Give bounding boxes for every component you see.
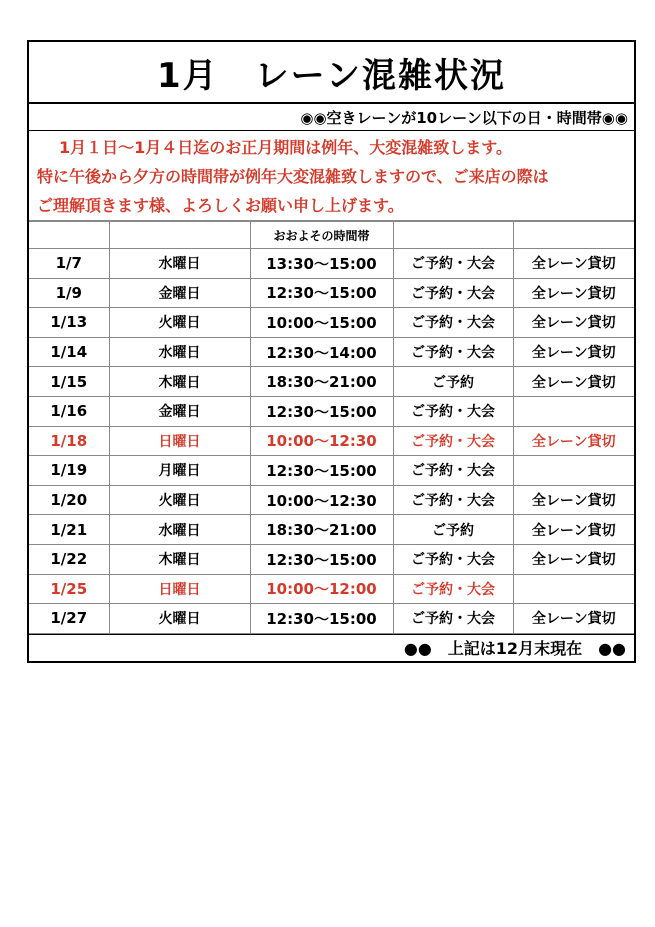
cell-date: 1/7 <box>29 249 109 279</box>
cell-type: ご予約・大会 <box>393 426 513 456</box>
cell-note: 全レーン貸切 <box>513 515 634 545</box>
cell-day: 火曜日 <box>109 485 250 515</box>
notice-line: 特に午後から夕方の時間帯が例年大変混雑致しますので、ご来店の際は <box>37 167 549 186</box>
cell-type: ご予約・大会 <box>393 249 513 279</box>
cell-time: 12:30～15:00 <box>250 544 393 574</box>
cell-time: 12:30～15:00 <box>250 604 393 634</box>
cell-date: 1/13 <box>29 308 109 338</box>
cell-type: ご予約・大会 <box>393 485 513 515</box>
cell-date: 1/16 <box>29 396 109 426</box>
cell-day: 火曜日 <box>109 604 250 634</box>
cell-time: 10:00～12:30 <box>250 485 393 515</box>
cell-note: 全レーン貸切 <box>513 367 634 397</box>
header-time: おおよその時間帯 <box>250 222 393 249</box>
table-row <box>29 515 634 545</box>
cell-time: 10:00～12:00 <box>250 574 393 604</box>
cell-type: ご予約・大会 <box>393 544 513 574</box>
cell-day: 金曜日 <box>109 278 250 308</box>
cell-type: ご予約・大会 <box>393 574 513 604</box>
cell-note: 全レーン貸切 <box>513 278 634 308</box>
cell-date: 1/21 <box>29 515 109 545</box>
cell-date: 1/20 <box>29 485 109 515</box>
cell-date: 1/22 <box>29 544 109 574</box>
notice-line: 1月１日～1月４日迄のお正月期間は例年、大変混雑致します。 <box>59 138 512 157</box>
cell-date: 1/14 <box>29 337 109 367</box>
cell-type: ご予約・大会 <box>393 604 513 634</box>
subtitle: ◉◉空きレーンが10レーン以下の日・時間帯◉◉ <box>29 104 634 131</box>
cell-date: 1/15 <box>29 367 109 397</box>
table-header-row <box>29 222 634 249</box>
table-row <box>29 604 634 634</box>
table-row <box>29 337 634 367</box>
table-row <box>29 544 634 574</box>
cell-date: 1/18 <box>29 426 109 456</box>
cell-note: 全レーン貸切 <box>513 249 634 279</box>
table-row <box>29 485 634 515</box>
cell-type: ご予約 <box>393 515 513 545</box>
cell-day: 木曜日 <box>109 367 250 397</box>
header-note <box>513 222 634 249</box>
cell-type: ご予約・大会 <box>393 456 513 486</box>
table-row <box>29 278 634 308</box>
header-date <box>29 222 109 249</box>
schedule-body <box>29 249 634 634</box>
cell-date: 1/19 <box>29 456 109 486</box>
table-row <box>29 249 634 279</box>
cell-time: 12:30～15:00 <box>250 278 393 308</box>
cell-note <box>513 456 634 486</box>
cell-note: 全レーン貸切 <box>513 485 634 515</box>
cell-note: 全レーン貸切 <box>513 426 634 456</box>
header-day <box>109 222 250 249</box>
cell-date: 1/27 <box>29 604 109 634</box>
cell-day: 日曜日 <box>109 426 250 456</box>
cell-type: ご予約・大会 <box>393 337 513 367</box>
footer-note: ●● 上記は12月末現在 ●● <box>29 634 634 661</box>
cell-day: 金曜日 <box>109 396 250 426</box>
page-title: 1月 レーン混雑状況 <box>29 42 634 104</box>
header-type <box>393 222 513 249</box>
cell-note: 全レーン貸切 <box>513 308 634 338</box>
cell-type: ご予約・大会 <box>393 308 513 338</box>
cell-date: 1/9 <box>29 278 109 308</box>
cell-time: 12:30～15:00 <box>250 456 393 486</box>
cell-time: 10:00～15:00 <box>250 308 393 338</box>
table-row <box>29 308 634 338</box>
schedule-sheet <box>27 40 636 663</box>
table-row <box>29 396 634 426</box>
cell-day: 木曜日 <box>109 544 250 574</box>
cell-day: 火曜日 <box>109 308 250 338</box>
cell-note <box>513 574 634 604</box>
table-row <box>29 367 634 397</box>
cell-note: 全レーン貸切 <box>513 604 634 634</box>
cell-note: 全レーン貸切 <box>513 544 634 574</box>
table-row <box>29 456 634 486</box>
notice-box <box>29 131 634 221</box>
cell-note: 全レーン貸切 <box>513 337 634 367</box>
cell-note <box>513 396 634 426</box>
cell-type: ご予約・大会 <box>393 278 513 308</box>
cell-time: 12:30～14:00 <box>250 337 393 367</box>
cell-type: ご予約・大会 <box>393 396 513 426</box>
cell-time: 12:30～15:00 <box>250 396 393 426</box>
cell-day: 日曜日 <box>109 574 250 604</box>
cell-date: 1/25 <box>29 574 109 604</box>
cell-day: 水曜日 <box>109 249 250 279</box>
cell-day: 月曜日 <box>109 456 250 486</box>
cell-type: ご予約 <box>393 367 513 397</box>
table-row <box>29 426 634 456</box>
schedule-table <box>29 221 634 634</box>
cell-time: 10:00～12:30 <box>250 426 393 456</box>
cell-time: 18:30～21:00 <box>250 515 393 545</box>
cell-time: 18:30～21:00 <box>250 367 393 397</box>
notice-line: ご理解頂きます様、よろしくお願い申し上げます。 <box>37 196 404 215</box>
table-row <box>29 574 634 604</box>
cell-day: 水曜日 <box>109 515 250 545</box>
cell-day: 水曜日 <box>109 337 250 367</box>
cell-time: 13:30～15:00 <box>250 249 393 279</box>
